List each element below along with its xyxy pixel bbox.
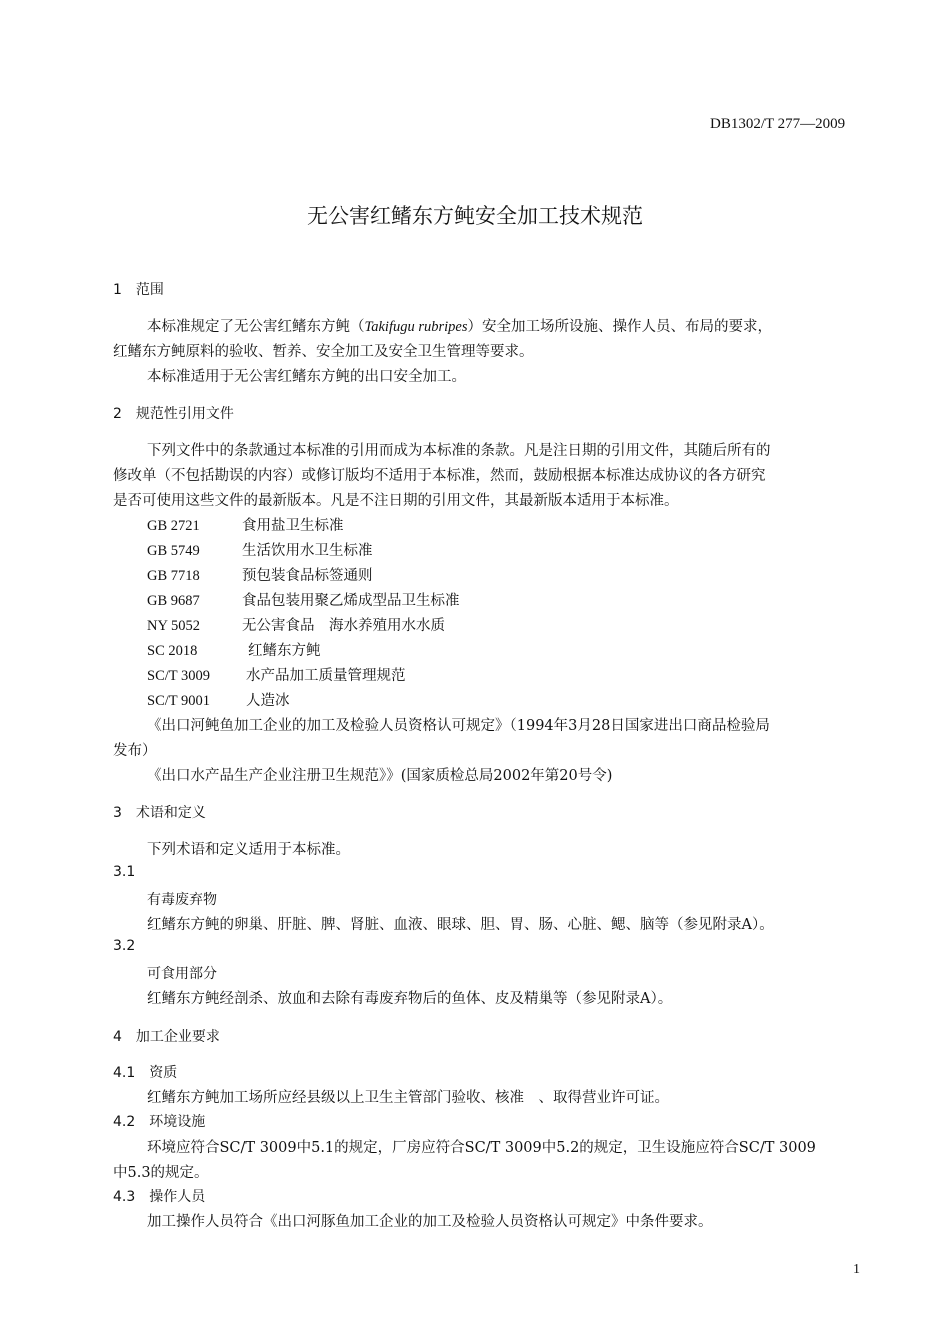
section-4-heading: 4 加工企业要求 (113, 1029, 220, 1045)
reference-code: GB 2721 (147, 518, 200, 534)
reference-item (147, 589, 460, 610)
reference-name: 食品包装用聚乙烯成型品卫生标准 (242, 593, 460, 609)
term-3-1-number: 3.1 (113, 864, 136, 880)
section-4-3-para: 加工操作人员符合《出口河豚鱼加工企业的加工及检验人员资格认可规定》中条件要求。 (147, 1214, 713, 1230)
section-3-heading: 3 术语和定义 (113, 805, 206, 821)
latin-name: Takifugu rubripes (364, 319, 468, 335)
section-4-2-heading: 4.2 环境设施 (113, 1114, 206, 1130)
term-3-2-name: 可食用部分 (147, 966, 217, 982)
section-1-heading: 1 范围 (113, 282, 164, 298)
section-2-para-line-3: 是否可使用这些文件的最新版本。凡是不注日期的引用文件，其最新版本适用于本标准。 (113, 493, 679, 509)
reference-item (147, 514, 344, 535)
section-1-para-2: 本标准适用于无公害红鳍东方鲀的出口安全加工。 (147, 369, 466, 385)
reference-name: 预包装食品标签通则 (242, 568, 373, 584)
reference-name: 水产品加工质量管理规范 (246, 668, 406, 684)
reference-name: 食用盐卫生标准 (242, 518, 344, 534)
reference-name: 生活饮用水卫生标准 (242, 543, 373, 559)
section-2-para-line-2: 修改单（不包括勘误的内容）或修订版均不适用于本标准，然而，鼓励根据本标准达成协议的各方研究 (113, 468, 766, 484)
reference-code: GB 5749 (147, 543, 200, 559)
reference-item (147, 689, 290, 710)
reference-item (147, 664, 406, 685)
reference-code: NY 5052 (147, 618, 201, 634)
section-4-1-para: 红鳍东方鲀加工场所应经县级以上卫生主管部门验收、核准 、取得营业许可证。 (147, 1090, 669, 1106)
section-4-1-heading: 4.1 资质 (113, 1065, 178, 1081)
reference-code: GB 7718 (147, 568, 200, 584)
reference-code: SC 2018 (147, 643, 198, 659)
term-3-2-number: 3.2 (113, 938, 136, 954)
term-3-2-definition: 红鳍东方鲀经剖杀、放血和去除有毒废弃物后的鱼体、皮及精巢等（参见附录A）。 (147, 991, 673, 1007)
section-1-para-1-cont: 红鳍东方鲀原料的验收、暂养、安全加工及安全卫生管理等要求。 (113, 344, 534, 360)
p1-text-b: ）安全加工场所设施、操作人员、布局的要求， (467, 319, 772, 335)
reference-item (147, 564, 373, 585)
document-title: 无公害红鳍东方鲀安全加工技术规范 (307, 204, 643, 228)
reference-item (147, 639, 321, 660)
reference-name: 人造冰 (246, 693, 290, 709)
reference-item (147, 614, 445, 635)
page-number: 1 (853, 1262, 860, 1277)
reference-name: 无公害食品 海水养殖用水水质 (242, 618, 445, 634)
reference-document-1-cont: 发布） (113, 743, 157, 759)
reference-code: GB 9687 (147, 593, 200, 609)
reference-document-1: 《出口河鲀鱼加工企业的加工及检验人员资格认可规定》（1994年3月28日国家进出口商品检验局 (147, 718, 770, 734)
term-3-1-name: 有毒废弃物 (147, 892, 217, 908)
reference-code: SC/T 9001 (147, 693, 210, 709)
section-3-intro: 下列术语和定义适用于本标准。 (147, 842, 350, 858)
section-2-para-line-1: 下列文件中的条款通过本标准的引用而成为本标准的条款。凡是注日期的引用文件，其随后所有的 (147, 443, 771, 459)
term-3-1-definition: 红鳍东方鲀的卵巢、肝脏、脾、肾脏、血液、眼球、胆、胃、肠、心脏、鳃、脑等（参见附录A）。 (147, 917, 774, 933)
reference-name: 红鳍东方鲀 (248, 643, 321, 659)
section-1-para-1 (147, 315, 772, 336)
reference-code: SC/T 3009 (147, 668, 210, 684)
reference-document-2: 《出口水产品生产企业注册卫生规范》》(国家质检总局2002年第20号令) (147, 768, 613, 784)
section-4-2-para-line-2: 中5.3的规定。 (113, 1165, 209, 1181)
standard-code: DB1302/T 277—2009 (710, 116, 846, 132)
section-4-3-heading: 4.3 操作人员 (113, 1189, 206, 1205)
section-4-2-para-line-1: 环境应符合SC/T 3009中5.1的规定，厂房应符合SC/T 3009中5.2的规定，卫生设施应符合SC/T 3009 (147, 1140, 816, 1156)
section-2-heading: 2 规范性引用文件 (113, 406, 234, 422)
p1-text-a: 本标准规定了无公害红鳍东方鲀（ (147, 319, 365, 335)
reference-item (147, 539, 373, 560)
